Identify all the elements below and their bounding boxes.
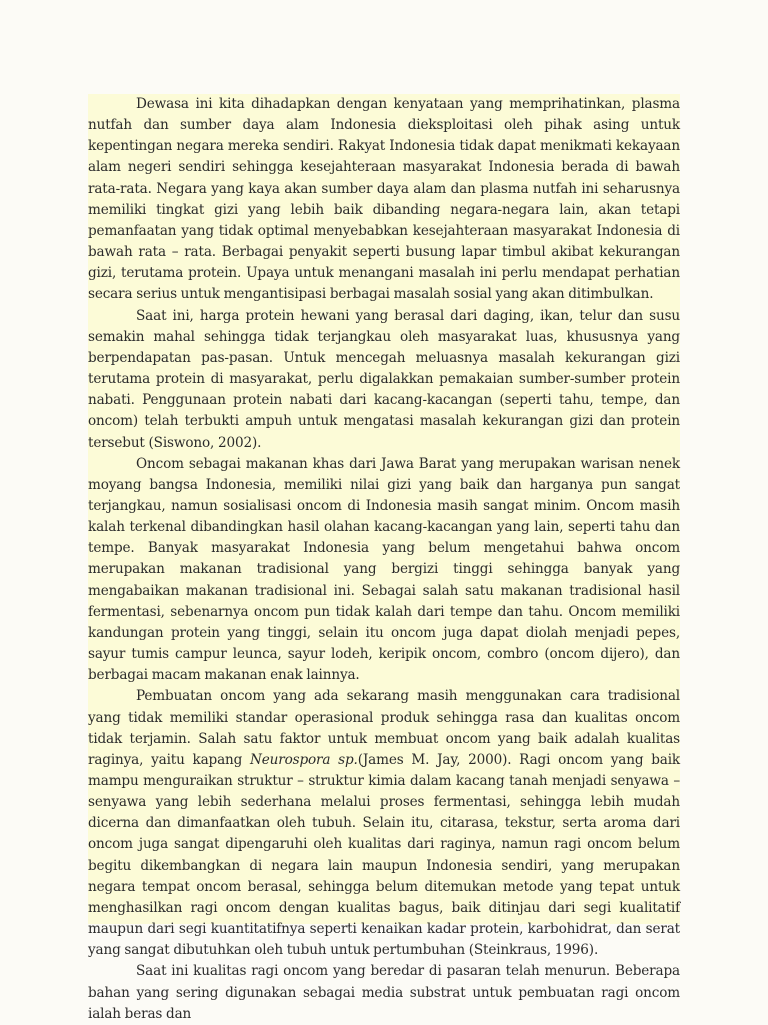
paragraph-1: Dewasa ini kita dihadapkan dengan kenyataan yang memprihatinkan, plasma nutfah dan sumber daya alam Indonesia dieksploitasi oleh pihak asing untuk kepentingan negara mereka sendiri. Rakyat Indonesia tidak dapat menikmati kekayaan alam negeri sendiri sehingga kesejahteraan masyarakat Indonesia berada di bawah rata-rata. Negara yang kaya akan sumber daya alam dan plasma nutfah ini seharusnya memiliki tingkat gizi yang lebih baik dibanding negara-negara lain, akan tetapi pemanfaatan yang tidak optimal menyebabkan kesejahteraan masyarakat Indonesia di bawah rata – rata. Berbagai penyakit seperti busung lapar timbul akibat kekurangan gizi, terutama protein. Upaya untuk menangani masalah ini perlu mendapat perhatian secara serius untuk mengantisipasi berbagai masalah sosial yang akan ditimbulkan. <box>88 96 680 303</box>
paragraph-2: Saat ini, harga protein hewani yang berasal dari daging, ikan, telur dan susu semakin mahal sehingga tidak terjangkau oleh masyarakat luas, khususnya yang berpendapatan pas-pasan. Untuk mencegah meluasnya masalah kekurangan gizi terutama protein di masyarakat, perlu digalakkan pemakaian sumber-sumber protein nabati. Penggunaan protein nabati dari kacang-kacangan (seperti tahu, tempe, dan oncom) telah terbukti ampuh untuk mengatasi masalah kekurangan gizi dan protein tersebut (Siswono, 2002). <box>88 307 680 451</box>
species-name: Neurospora sp. <box>250 751 358 768</box>
paragraph-5: Saat ini kualitas ragi oncom yang beredar di pasaran telah menurun. Beberapa bahan yang sering digunakan sebagai media substrat untuk pembuatan ragi oncom ialah beras dan <box>88 963 680 1022</box>
paragraph-4-text-before: Pembuatan oncom yang ada sekarang masih menggunakan cara tradisional yang tidak memiliki standar operasional produk sehingga rasa dan kualitas oncom tidak terjamin. Salah satu faktor untuk membuat oncom yang baik adalah kualitas raginya, yaitu kapang <box>88 688 680 768</box>
paragraph-4-text-after: (James M. Jay, 2000). Ragi oncom yang baik mampu menguraikan struktur – struktur kimia dalam kacang tanah menjadi senyawa – senyawa yang lebih sederhana melalui proses fermentasi, sehingga lebih mudah dicerna dan dimanfaatkan oleh tubuh. Selain itu, citarasa, tekstur, serta aroma dari oncom juga sangat dipengaruhi oleh kualitas dari raginya, namun ragi oncom belum begitu dikembangkan di negara lain maupun Indonesia sendiri, yang merupakan negara tempat oncom berasal, sehingga belum ditemukan metode yang tepat untuk menghasilkan ragi oncom dengan kualitas bagus, baik ditinjau dari segi kualitatif maupun dari segi kuantitatifnya seperti kenaikan kadar protein, karbohidrat, dan serat yang sangat dibutuhkan oleh tubuh untuk pertumbuhan (Steinkraus, 1996). <box>88 751 680 959</box>
body-text <box>88 94 680 1022</box>
paragraph-4 <box>88 686 680 961</box>
paragraph-3: Oncom sebagai makanan khas dari Jawa Barat yang merupakan warisan nenek moyang bangsa Indonesia, memiliki nilai gizi yang baik dan harganya pun sangat terjangkau, namun sosialisasi oncom di Indonesia masih sangat minim. Oncom masih kalah terkenal dibandingkan hasil olahan kacang-kacangan yang lain, seperti tahu dan tempe. Banyak masyarakat Indonesia yang belum mengetahui bahwa oncom merupakan makanan tradisional yang bergizi tinggi sehingga banyak yang mengabaikan makanan tradisional ini. Sebagai salah satu makanan tradisional hasil fermentasi, sebenarnya oncom pun tidak kalah dari tempe dan tahu. Oncom memiliki kandungan protein yang tinggi, selain itu oncom juga dapat diolah menjadi pepes, sayur tumis campur leunca, sayur lodeh, keripik oncom, combro (oncom dijero), dan berbagai macam makanan enak lainnya. <box>88 455 680 684</box>
